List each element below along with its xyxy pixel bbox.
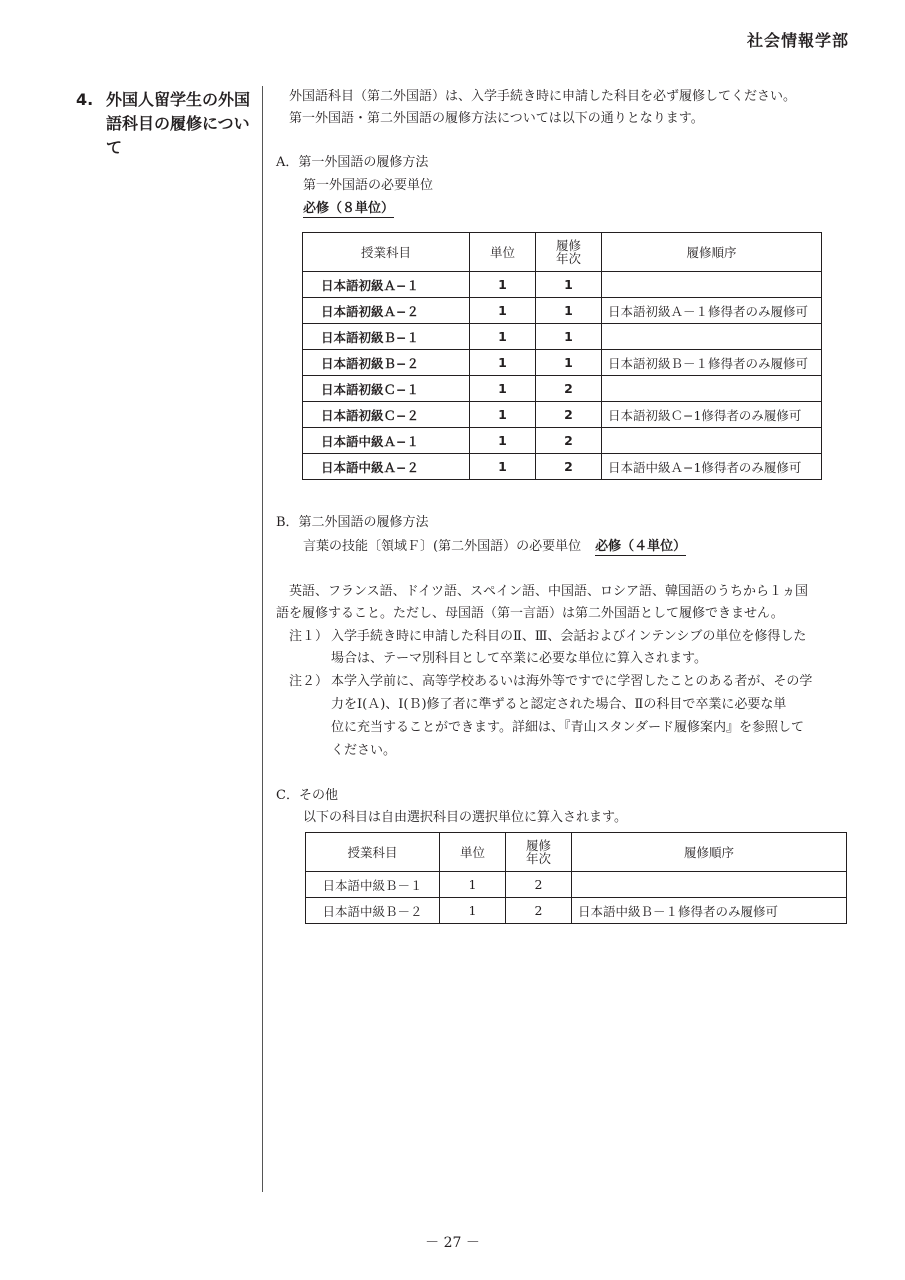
row-subject: 日本語中級Ｂ－１ xyxy=(306,872,440,898)
row-order: 日本語初級Ｂ－１修得者のみ履修可 xyxy=(602,350,822,376)
row-year: 1 xyxy=(536,350,602,376)
table-row xyxy=(303,298,822,324)
row-subject: 日本語初級Ｂ−１ xyxy=(303,324,470,350)
row-credits: 1 xyxy=(470,428,536,454)
other-courses-table xyxy=(305,832,847,924)
part-b-sub-line xyxy=(303,536,686,558)
table-row xyxy=(303,454,822,480)
table-row xyxy=(303,350,822,376)
row-subject: 日本語初級Ａ−１ xyxy=(303,272,470,298)
note-1-label: 注１） xyxy=(289,629,329,644)
row-year: 1 xyxy=(536,272,602,298)
table-row xyxy=(303,402,822,428)
table-header-row xyxy=(306,833,847,872)
note-1-line-2: 場合は、テーマ別科目として卒業に必要な単位に算入されます。 xyxy=(331,651,707,666)
row-credits: 1 xyxy=(470,376,536,402)
table-row xyxy=(303,376,822,402)
row-credits: 1 xyxy=(470,350,536,376)
part-b-sub: 言葉の技能〔領域Ｆ〕(第二外国語）の必要単位 xyxy=(303,539,582,554)
header-credits: 単位 xyxy=(440,833,506,872)
header-year: 履修 年次 xyxy=(536,233,602,272)
row-subject: 日本語中級Ｂ－２ xyxy=(306,898,440,924)
row-year: 2 xyxy=(536,402,602,428)
header-subject: 授業科目 xyxy=(306,833,440,872)
table-row xyxy=(306,872,847,898)
table-row xyxy=(306,898,847,924)
row-order xyxy=(602,376,822,402)
row-order: 日本語初級Ｃ−1修得者のみ履修可 xyxy=(602,402,822,428)
row-year: 2 xyxy=(536,376,602,402)
row-subject: 日本語初級Ｃ−２ xyxy=(303,402,470,428)
row-year: 2 xyxy=(536,428,602,454)
part-b-para-2: 語を履修すること。ただし、母国語（第一言語）は第二外国語として履修できません。 xyxy=(276,606,784,621)
row-year: 2 xyxy=(506,898,572,924)
note-2-line-1: 本学入学前に、高等学校あるいは海外等ですでに学習したことのある者が、その学 xyxy=(331,674,813,689)
table-row xyxy=(303,324,822,350)
row-credits: 1 xyxy=(470,454,536,480)
part-a-required-text: 必修（８単位） xyxy=(303,201,395,216)
part-b-para-1: 英語、フランス語、ドイツ語、スペイン語、中国語、ロシア語、韓国語のうちから１ヵ国 xyxy=(289,584,808,599)
part-c-heading: C．その他 xyxy=(276,788,338,803)
row-order xyxy=(602,272,822,298)
first-language-table xyxy=(302,232,822,480)
row-order xyxy=(602,428,822,454)
header-order: 履修順序 xyxy=(572,833,847,872)
row-credits: 1 xyxy=(470,298,536,324)
header-credits: 単位 xyxy=(470,233,536,272)
faculty-header: 社会情報学部 xyxy=(746,31,849,50)
row-credits: 1 xyxy=(440,898,506,924)
row-subject: 日本語初級Ａ−２ xyxy=(303,298,470,324)
header-year: 履修 年次 xyxy=(506,833,572,872)
note-1-line-1: 入学手続き時に申請した科目のⅡ、Ⅲ、会話およびインテンシブの単位を修得した xyxy=(331,629,807,644)
part-c-sub: 以下の科目は自由選択科目の選択単位に算入されます。 xyxy=(303,810,627,825)
page-number: － 27 － xyxy=(425,1235,480,1251)
part-b-required: 必修（４単位） xyxy=(595,539,687,554)
table-header-row xyxy=(303,233,822,272)
row-credits: 1 xyxy=(470,402,536,428)
intro-line-1: 外国語科目（第二外国語）は、入学手続き時に申請した科目を必ず履修してください。 xyxy=(289,89,797,104)
row-credits: 1 xyxy=(440,872,506,898)
row-credits: 1 xyxy=(470,324,536,350)
row-year: 2 xyxy=(536,454,602,480)
row-year: 1 xyxy=(536,324,602,350)
row-subject: 日本語中級Ａ−１ xyxy=(303,428,470,454)
row-order xyxy=(572,872,847,898)
note-2-label: 注２） xyxy=(289,674,329,689)
section-title-text: 外国人留学生の外国語科目の履修について xyxy=(106,90,251,157)
section-title xyxy=(76,88,256,160)
row-order xyxy=(602,324,822,350)
part-a-required xyxy=(303,198,394,220)
row-credits: 1 xyxy=(470,272,536,298)
row-order: 日本語初級Ａ－１修得者のみ履修可 xyxy=(602,298,822,324)
row-year: 2 xyxy=(506,872,572,898)
intro-line-2: 第一外国語・第二外国語の履修方法については以下の通りとなります。 xyxy=(289,111,704,126)
header-order: 履修順序 xyxy=(602,233,822,272)
note-2-line-3: 位に充当することができます。詳細は、『青山スタンダード履修案内』を参照して xyxy=(331,720,804,735)
section-number: 4. xyxy=(76,90,94,109)
row-subject: 日本語中級Ａ−２ xyxy=(303,454,470,480)
vertical-divider xyxy=(262,86,263,1192)
part-b-heading: B．第二外国語の履修方法 xyxy=(276,515,429,530)
table-row xyxy=(303,272,822,298)
part-a-sub: 第一外国語の必要単位 xyxy=(303,178,434,193)
row-order: 日本語中級Ｂ－１修得者のみ履修可 xyxy=(572,898,847,924)
row-subject: 日本語初級Ｃ−１ xyxy=(303,376,470,402)
table-row xyxy=(303,428,822,454)
header-subject: 授業科目 xyxy=(303,233,470,272)
note-2-line-2: 力をⅠ(Ａ)、Ⅰ(Ｂ)修了者に準ずると認定された場合、Ⅱの科目で卒業に必要な単 xyxy=(331,697,787,712)
row-year: 1 xyxy=(536,298,602,324)
part-a-heading: A．第一外国語の履修方法 xyxy=(276,155,429,170)
row-order: 日本語中級Ａ−1修得者のみ履修可 xyxy=(602,454,822,480)
row-subject: 日本語初級Ｂ−２ xyxy=(303,350,470,376)
note-2-line-4: ください。 xyxy=(331,743,397,758)
